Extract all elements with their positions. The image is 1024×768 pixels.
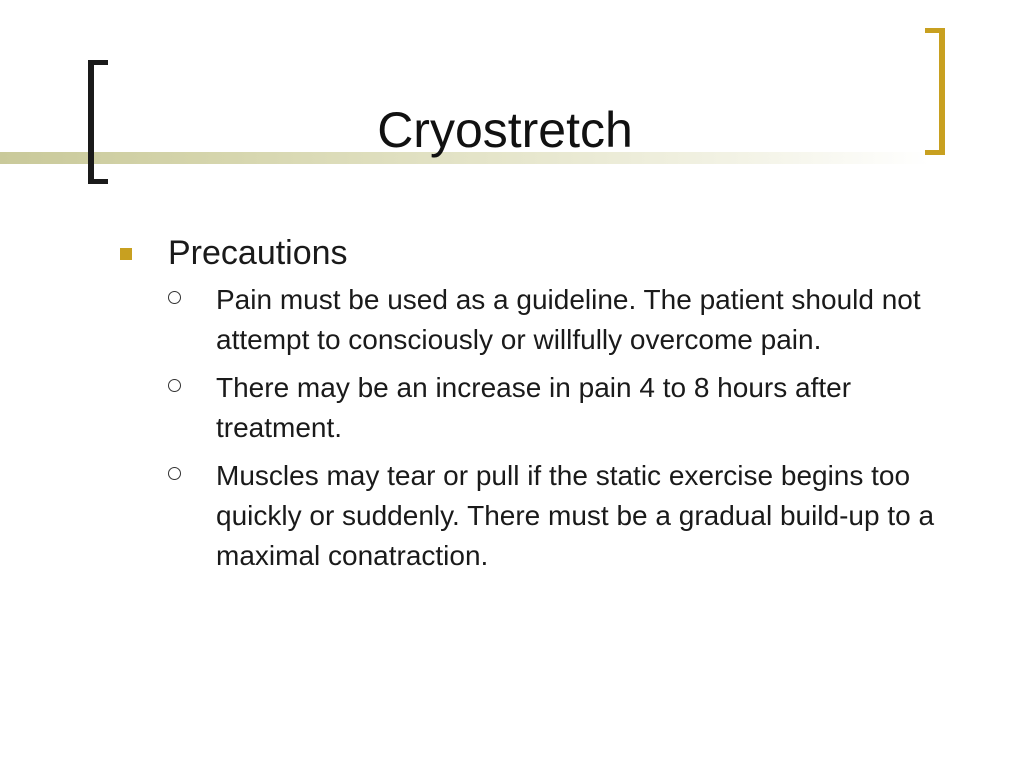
sub-bullet-item [118, 456, 968, 576]
sub-bullet-item [118, 368, 968, 448]
hollow-circle-bullet-icon [168, 467, 181, 480]
square-bullet-icon [120, 248, 132, 260]
sub-bullet-text: Pain must be used as a guideline. The patient should not attempt to consciously or willfully overcome pain. [216, 284, 921, 355]
sub-bullet-item [118, 280, 968, 360]
sub-bullet-text: There may be an increase in pain 4 to 8 hours after treatment. [216, 372, 852, 443]
slide-body [118, 230, 968, 584]
bullet-precautions [118, 230, 968, 276]
hollow-circle-bullet-icon [168, 379, 181, 392]
hollow-circle-bullet-icon [168, 291, 181, 304]
sub-bullet-list [118, 280, 968, 576]
slide-title: Cryostretch [377, 102, 633, 158]
sub-bullet-text: Muscles may tear or pull if the static exercise begins too quickly or suddenly. There must be a gradual build-up to a maximal conatraction. [216, 460, 935, 571]
bullet-text: Precautions [168, 234, 348, 272]
